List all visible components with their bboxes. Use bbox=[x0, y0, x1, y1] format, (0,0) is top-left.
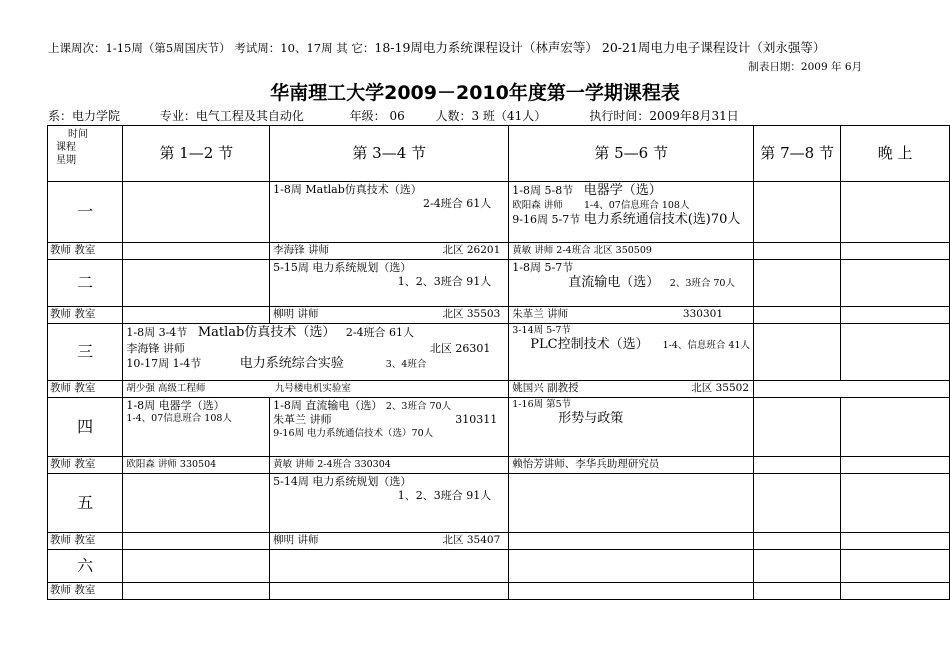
tue-teacher-name: 柳明 讲师 bbox=[273, 308, 319, 321]
sat-1-2 bbox=[123, 550, 270, 583]
thu-evening bbox=[841, 398, 950, 457]
fri-teacher-5-6 bbox=[509, 533, 754, 550]
thu-3-4 bbox=[270, 398, 509, 457]
wed-teacher-1-4 bbox=[123, 381, 509, 398]
schedule-note-weeks: 上课周次：1-15周（第5周国庆节） 考试周：10、17周 其 它： bbox=[48, 41, 375, 55]
day-thu: 四 bbox=[48, 398, 123, 457]
major: 专业：电气工程及其自动化 bbox=[159, 109, 304, 123]
fri-teacher-name: 柳明 讲师 bbox=[273, 534, 319, 547]
tue-3-4-course: 5-15周 电力系统规划（选） bbox=[273, 261, 412, 274]
wed-1-4-course: Matlab仿真技术（选） bbox=[197, 325, 336, 340]
corner-course: 课程 bbox=[56, 142, 76, 153]
fri-teacher-1-2 bbox=[123, 533, 270, 550]
col-header-evening: 晚 上 bbox=[841, 126, 950, 182]
mon-3-4-course: 1-8周 Matlab仿真技术（选） bbox=[273, 183, 422, 196]
tue-5-6 bbox=[509, 260, 754, 307]
sat-teacher-7-8 bbox=[754, 583, 841, 600]
thu-3-4-teacher: 朱革兰 讲师 bbox=[273, 413, 332, 427]
thu-3-4-course: 1-8周 直流输电（选） bbox=[273, 399, 383, 412]
mon-teacher-name: 李海锋 讲师 bbox=[273, 244, 330, 257]
wed-1-4-class: 2-4班合 61人 bbox=[345, 326, 415, 339]
tue-5-6-weeks: 1-8周 5-7节 bbox=[512, 261, 574, 274]
mon-teacher-1-2 bbox=[123, 243, 270, 260]
day-mon: 一 bbox=[48, 182, 123, 243]
wed-room: 九号楼电机实验室 bbox=[274, 382, 351, 394]
day-sat: 六 bbox=[48, 550, 123, 583]
page-title: 华南理工大学2009－2010年度第一学期课程表 bbox=[270, 82, 680, 104]
sat-5-6 bbox=[509, 550, 754, 583]
wed-evening bbox=[841, 324, 950, 381]
tue-1-2 bbox=[123, 260, 270, 307]
schedule-note-design: 18-19周电力系统课程设计（林声宏等） 20-21周电力电子课程设计（刘永强等） bbox=[374, 40, 826, 55]
mon-5-6-class: 1-4、07信息班合 108人 bbox=[583, 199, 690, 211]
thu-3-4-class: 2、3班合 70人 bbox=[385, 401, 452, 412]
wed-1-4-teacher: 李海锋 讲师 bbox=[126, 341, 185, 355]
mon-teacher-label: 教师 教室 bbox=[48, 243, 123, 260]
fri-3-4 bbox=[270, 474, 509, 533]
sat-teacher-3-4 bbox=[270, 583, 509, 600]
thu-1-2 bbox=[123, 398, 270, 457]
sat-teacher-5-6 bbox=[509, 583, 754, 600]
tue-room-2: 330301 bbox=[682, 308, 724, 321]
thu-teacher-5-6: 赖怡芳讲师、李华兵助理研究员 bbox=[509, 457, 754, 474]
fri-teacher-evening bbox=[841, 533, 950, 550]
thu-1-2-class: 1-4、07信息班合 108人 bbox=[126, 413, 232, 425]
schedule-note bbox=[48, 38, 825, 56]
corner-cell bbox=[48, 126, 123, 182]
day-wed: 三 bbox=[48, 324, 123, 381]
thu-1-2-course: 1-8周 电器学（选） bbox=[126, 399, 225, 412]
tue-7-8 bbox=[754, 260, 841, 307]
tue-3-4 bbox=[270, 260, 509, 307]
tue-5-6-course: 直流输电（选） bbox=[568, 275, 660, 291]
thu-teacher-evening bbox=[841, 457, 950, 474]
wed-teacher-7-evening bbox=[754, 381, 950, 398]
thu-7-8 bbox=[754, 398, 841, 457]
sat-teacher-evening bbox=[841, 583, 950, 600]
mon-teacher-7-8 bbox=[754, 243, 841, 260]
fri-teacher-label: 教师 教室 bbox=[48, 533, 123, 550]
thu-5-6 bbox=[509, 398, 754, 457]
mon-evening bbox=[841, 182, 950, 243]
mon-5-6-course: 电器学（选） bbox=[583, 183, 662, 198]
corner-weekday: 星期 bbox=[56, 155, 76, 166]
tue-teacher-5-6 bbox=[509, 307, 754, 324]
fri-evening bbox=[841, 474, 950, 533]
thu-3-4-course-2: 9-16周 电力系统通信技术（选）70人 bbox=[273, 427, 434, 439]
thu-teacher-3-4: 黄敏 讲师 2-4班合 330304 bbox=[270, 457, 509, 474]
mon-teacher-5-6: 黄敏 讲师 2-4班合 北区 350509 bbox=[509, 243, 754, 260]
wed-5-6-class: 1-4、信息班合 41人 bbox=[662, 340, 751, 352]
tue-teacher-7-8 bbox=[754, 307, 841, 324]
corner-time: 时间 bbox=[68, 129, 88, 140]
student-count: 人数：3 班（41人） bbox=[435, 109, 547, 123]
exec-time: 执行时间：2009年8月31日 bbox=[589, 109, 739, 123]
tue-teacher-evening bbox=[841, 307, 950, 324]
wed-teacher-name: 胡少强 高级工程师 bbox=[126, 382, 206, 394]
fri-1-2 bbox=[123, 474, 270, 533]
wed-1-4 bbox=[123, 324, 509, 381]
wed-5-6-course: PLC控制技术（选） bbox=[530, 337, 649, 353]
mon-5-6-weeks: 1-8周 5-8节 bbox=[512, 184, 574, 197]
day-fri: 五 bbox=[48, 474, 123, 533]
wed-1-4-weeks-2: 10-17周 1-4节 bbox=[126, 357, 202, 371]
mon-5-6-weeks-2: 9-16周 5-7节 bbox=[512, 213, 581, 227]
thu-teacher-label: 教师 教室 bbox=[48, 457, 123, 474]
mon-5-6-teacher: 欧阳森 讲师 bbox=[512, 199, 563, 211]
mon-7-8 bbox=[754, 182, 841, 243]
mon-3-4 bbox=[270, 182, 509, 243]
thu-3-4-room: 310311 bbox=[455, 413, 498, 427]
wed-teacher-label: 教师 教室 bbox=[48, 381, 123, 398]
wed-teacher-name-2: 姚国兴 副教授 bbox=[512, 382, 579, 395]
tue-teacher-1-2 bbox=[123, 307, 270, 324]
tue-evening bbox=[841, 260, 950, 307]
day-tue: 二 bbox=[48, 260, 123, 307]
fri-teacher-7-8 bbox=[754, 533, 841, 550]
fri-teacher-3-4 bbox=[270, 533, 509, 550]
fri-3-4-course: 5-14周 电力系统规划（选） bbox=[273, 475, 412, 488]
tue-5-6-class: 2、3班合 70人 bbox=[669, 278, 735, 290]
mon-teacher-3-4 bbox=[270, 243, 509, 260]
grade: 年级： 06 bbox=[349, 109, 405, 123]
fri-5-6 bbox=[509, 474, 754, 533]
sat-teacher-1-2 bbox=[123, 583, 270, 600]
thu-5-6-course: 形势与政策 bbox=[558, 411, 624, 427]
tue-teacher-name-2: 朱革兰 讲师 bbox=[512, 308, 569, 321]
sat-evening bbox=[841, 550, 950, 583]
col-header-7-8: 第 7—8 节 bbox=[754, 126, 841, 182]
thu-teacher-7-8 bbox=[754, 457, 841, 474]
sat-3-4 bbox=[270, 550, 509, 583]
tue-teacher-label: 教师 教室 bbox=[48, 307, 123, 324]
wed-7-8 bbox=[754, 324, 841, 381]
timetable bbox=[47, 125, 950, 600]
meta-line bbox=[48, 107, 739, 124]
sat-teacher-label: 教师 教室 bbox=[48, 583, 123, 600]
thu-teacher-1-2: 欧阳森 讲师 330504 bbox=[123, 457, 270, 474]
fri-7-8 bbox=[754, 474, 841, 533]
wed-1-4-room: 北区 26301 bbox=[429, 341, 491, 355]
tue-3-4-class: 1、2、3班合 91人 bbox=[397, 275, 492, 289]
mon-room: 北区 26201 bbox=[442, 244, 501, 257]
wed-1-4-class-2: 3、4班合 bbox=[385, 359, 427, 371]
fri-room: 北区 35407 bbox=[442, 534, 501, 547]
made-date: 制表日期：2009 年 6月 bbox=[748, 61, 862, 73]
sat-7-8 bbox=[754, 550, 841, 583]
col-header-3-4: 第 3—4 节 bbox=[270, 126, 509, 182]
col-header-5-6: 第 5—6 节 bbox=[509, 126, 754, 182]
col-header-1-2: 第 1—2 节 bbox=[123, 126, 270, 182]
mon-teacher-evening bbox=[841, 243, 950, 260]
wed-1-4-weeks: 1-8周 3-4节 bbox=[126, 326, 188, 339]
wed-room-2: 北区 35502 bbox=[691, 382, 750, 395]
wed-teacher-5-6 bbox=[509, 381, 754, 398]
thu-5-6-weeks: 1-16周 第5节 bbox=[512, 399, 572, 410]
tue-teacher-3-4 bbox=[270, 307, 509, 324]
mon-5-6 bbox=[509, 182, 754, 243]
wed-5-6-weeks: 3-14周 5-7节 bbox=[512, 325, 571, 336]
wed-1-4-course-2: 电力系统综合实验 bbox=[239, 356, 344, 372]
wed-5-6 bbox=[509, 324, 754, 381]
department: 系：电力学院 bbox=[48, 109, 121, 123]
mon-5-6-course-2: 电力系统通信技术(选)70人 bbox=[583, 212, 741, 228]
mon-1-2 bbox=[123, 182, 270, 243]
mon-3-4-class: 2-4班合 61人 bbox=[423, 197, 492, 211]
tue-room: 北区 35503 bbox=[442, 308, 501, 321]
fri-3-4-class: 1、2、3班合 91人 bbox=[397, 489, 492, 503]
